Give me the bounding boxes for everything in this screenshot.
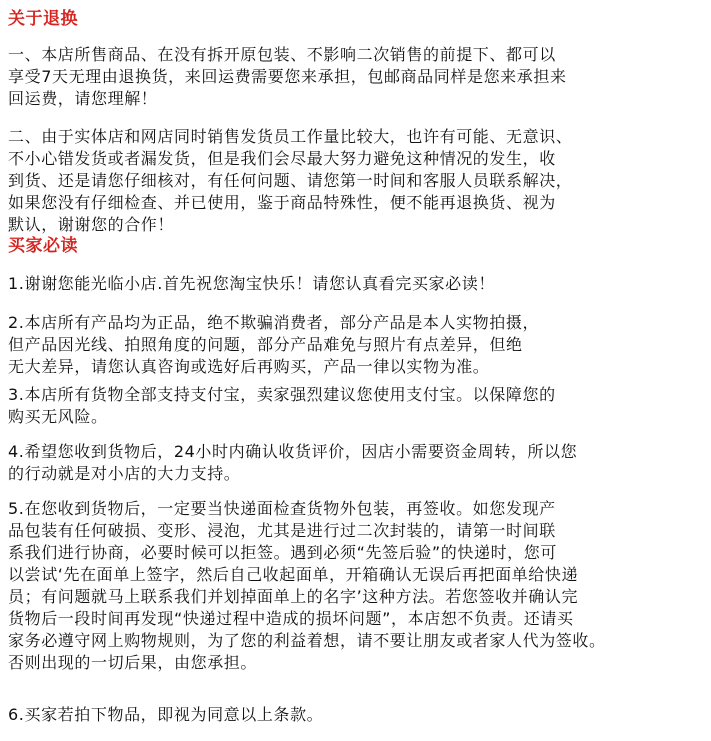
buyer-item-6 bbox=[8, 704, 323, 726]
text-line: 如果您没有仔细检查、并已使用，鉴于商品特殊性，便不能再退换货、视为 bbox=[8, 193, 556, 212]
buyer-item-5 bbox=[8, 498, 606, 674]
text-line: 的行动就是对小店的大力支持。 bbox=[8, 464, 241, 483]
text-line: 默认，谢谢您的合作！ bbox=[8, 215, 175, 234]
returns-paragraph-1 bbox=[8, 44, 567, 110]
text-line: 品包装有任何破损、变形、浸泡，尤其是进行过二次封装的，请第一时间联 bbox=[8, 521, 556, 540]
text-line: 5.在您收到货物后，一定要当快递面检查货物外包装，再签收。如您发现产 bbox=[8, 499, 556, 518]
section-returns-title: 关于退换 bbox=[8, 9, 78, 29]
text-line: 家务必遵守网上购物规则，为了您的利益着想，请不要让朋友或者家人代为签收。 bbox=[8, 631, 606, 650]
text-line: 6.买家若拍下物品，即视为同意以上条款。 bbox=[8, 705, 324, 724]
buyer-item-4 bbox=[8, 441, 577, 485]
text-line: 否则出现的一切后果，由您承担。 bbox=[8, 653, 258, 672]
buyer-item-2 bbox=[8, 312, 539, 378]
section-returns-title-wrap bbox=[8, 8, 78, 30]
text-line: 系我们进行协商，必要时候可以拒签。遇到必须“先签后验”的快递时，您可 bbox=[8, 543, 557, 562]
text-line: 无大差异，请您认真咨询或选好后再购买，产品一律以实物为准。 bbox=[8, 357, 490, 376]
text-line: 回运费，请您理解！ bbox=[8, 89, 158, 108]
returns-paragraph-2 bbox=[8, 126, 572, 236]
buyer-item-1 bbox=[8, 273, 495, 295]
text-line: 2.本店所有产品均为正品，绝不欺骗消费者，部分产品是本人实物拍摄， bbox=[8, 313, 540, 332]
text-line: 3.本店所有货物全部支持支付宝，卖家强烈建议您使用支付宝。以保障您的 bbox=[8, 385, 556, 404]
text-line: 一、本店所售商品、在没有拆开原包装、不影响二次销售的前提下、都可以 bbox=[8, 45, 556, 64]
text-line: 以尝试‘先在面单上签字，然后自己收起面单，开箱确认无误后再把面单给快递 bbox=[8, 565, 579, 584]
text-line: 到货、还是请您仔细核对，有任何问题、请您第一时间和客服人员联系解决， bbox=[8, 171, 573, 190]
text-line: 享受7天无理由退换货，来回运费需要您来承担，包邮商品同样是您来承担来 bbox=[8, 67, 567, 86]
text-line: 二、由于实体店和网店同时销售发货员工作量比较大，也许有可能、无意识、 bbox=[8, 127, 573, 146]
text-line: 1.谢谢您能光临小店.首先祝您淘宝快乐！请您认真看完买家必读！ bbox=[8, 274, 495, 293]
section-buyer-title-wrap bbox=[8, 235, 78, 257]
text-line: 员；有问题就马上联系我们并划掉面单上的名字’这种方法。若您签收并确认完 bbox=[8, 587, 579, 606]
text-line: 购买无风险。 bbox=[8, 407, 108, 426]
text-line: 4.希望您收到货物后，24小时内确认收货评价，因店小需要资金周转，所以您 bbox=[8, 442, 578, 461]
text-line: 货物后一段时间再发现“快递过程中造成的损坏问题”，本店恕不负责。还请买 bbox=[8, 609, 574, 628]
text-line: 但产品因光线、拍照角度的问题，部分产品难免与照片有点差异，但绝 bbox=[8, 335, 523, 354]
section-buyer-title: 买家必读 bbox=[8, 236, 78, 256]
buyer-item-3 bbox=[8, 384, 556, 428]
text-line: 不小心错发货或者漏发货，但是我们会尽最大努力避免这种情况的发生，收 bbox=[8, 149, 556, 168]
